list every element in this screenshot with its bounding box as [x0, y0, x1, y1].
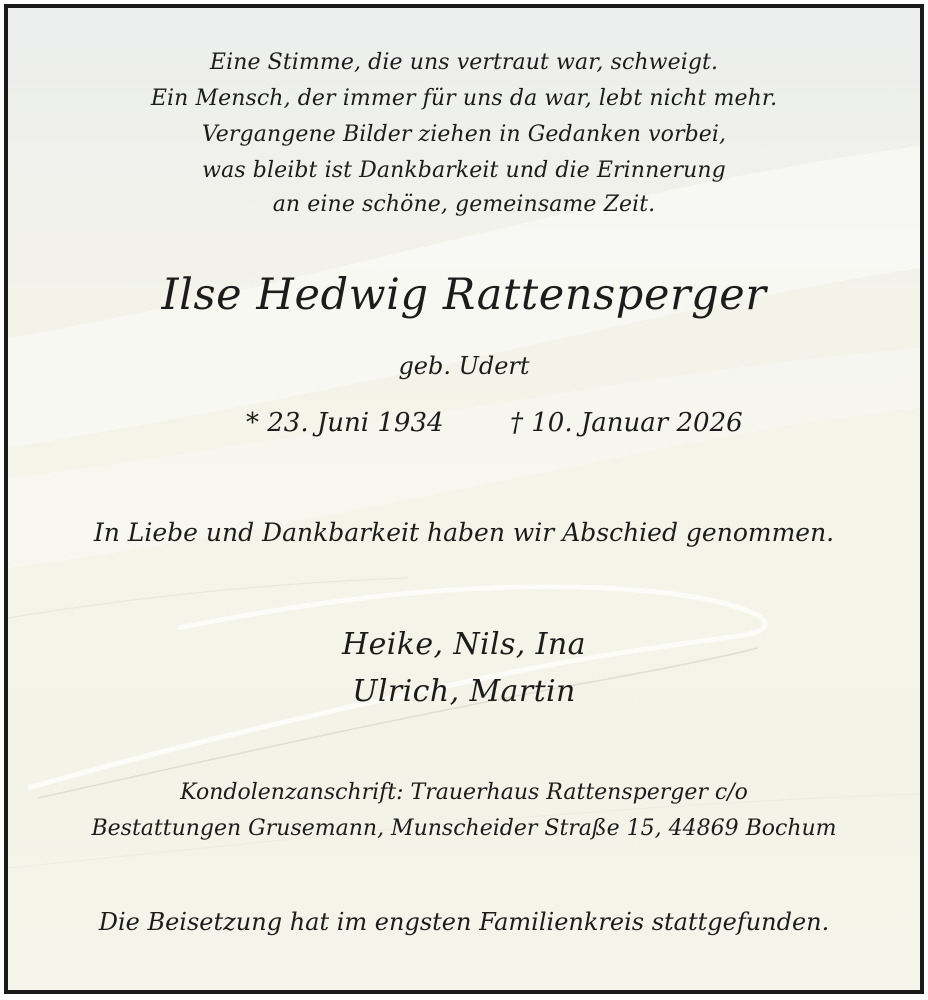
condolence-address-line-1: Kondolenzanschrift: Trauerhaus Rattensperger c/o [180, 780, 748, 805]
background-landscape [8, 8, 920, 990]
birth-name: geb. Udert [398, 352, 530, 380]
poem-line-2: Ein Mensch, der immer für uns da war, lebt nicht mehr. [150, 86, 778, 111]
obituary-notice [4, 4, 924, 994]
poem-line-5: an eine schöne, gemeinsame Zeit. [272, 192, 656, 217]
death-date: † 10. Januar 2026 [510, 408, 743, 438]
poem-line-1: Eine Stimme, die uns vertraut war, schweigt. [209, 50, 719, 75]
funeral-note: Die Beisetzung hat im engsten Familienkreis stattgefunden. [98, 908, 830, 936]
poem-line-3: Vergangene Bilder ziehen in Gedanken vorbei, [201, 122, 727, 147]
condolence-address-line-2: Bestattungen Grusemann, Munscheider Straße 15, 44869 Bochum [91, 816, 837, 841]
birth-date: * 23. Juni 1934 [246, 408, 444, 438]
poem-line-4: was bleibt ist Dankbarkeit und die Erinnerung [202, 158, 726, 183]
deceased-name: Ilse Hedwig Rattensperger [161, 270, 767, 320]
mourners-line-2: Ulrich, Martin [352, 674, 576, 709]
farewell-statement: In Liebe und Dankbarkeit haben wir Abschied genommen. [93, 518, 835, 547]
mourners-line-1: Heike, Nils, Ina [342, 627, 586, 662]
life-dates [8, 410, 920, 442]
